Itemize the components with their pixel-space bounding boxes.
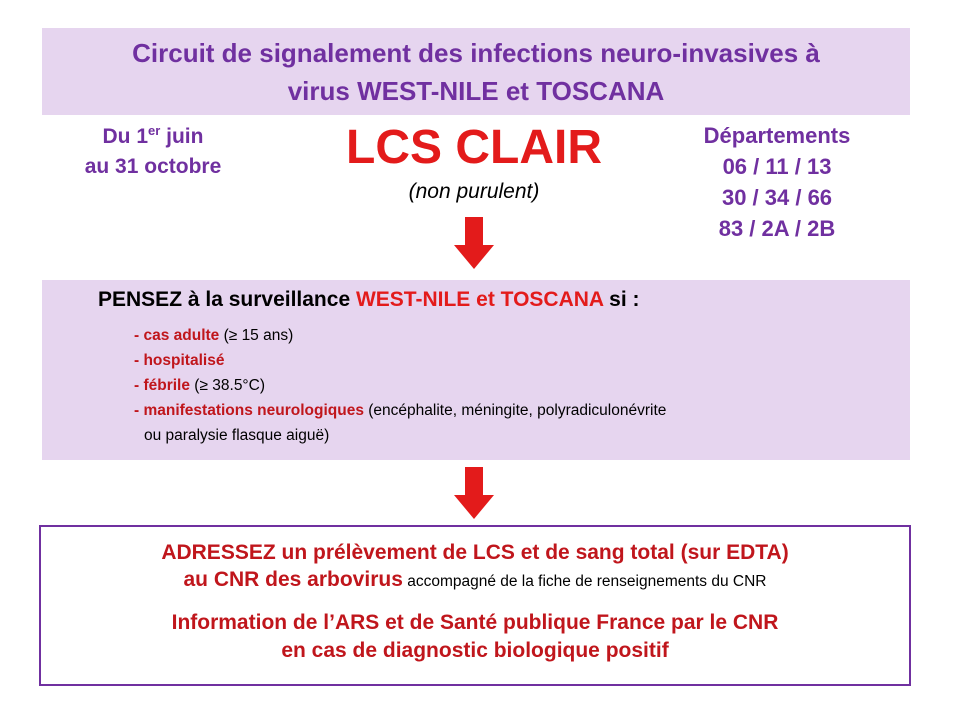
action-line-4: en cas de diagnostic biologique positif — [281, 639, 669, 662]
criterion-label: - manifestations neurologiques — [134, 402, 364, 419]
action-line-2-bold: au CNR des arbovirus — [183, 568, 403, 591]
title-line-2: virus WEST-NILE et TOSCANA — [287, 76, 665, 106]
criterion-label: - fébrile — [134, 377, 190, 394]
lcs-title: LCS CLAIR — [346, 121, 602, 174]
period-line-2: au 31 octobre — [84, 155, 222, 178]
down-arrow-icon — [454, 217, 494, 269]
criterion-label: - hospitalisé — [134, 352, 225, 369]
period-prefix: Du 1 — [102, 125, 149, 148]
departments-block — [684, 120, 870, 244]
criterion-continuation: ou paralysie flasque aiguë) — [144, 427, 330, 444]
action-panel — [39, 525, 911, 686]
criteria-panel — [42, 280, 910, 460]
criteria-heading — [98, 288, 640, 312]
down-arrow-icon — [454, 467, 494, 519]
list-item — [134, 323, 666, 348]
criteria-head-highlight: WEST-NILE et TOSCANA — [355, 288, 604, 311]
lcs-subtitle: (non purulent) — [408, 180, 540, 203]
action-line-2-small: accompagné de la fiche de renseignements du CNR — [402, 573, 767, 590]
title-line-1: Circuit de signalement des infections neuro-invasives à — [132, 38, 820, 68]
action-line-3: Information de l’ARS et de Santé publique France par le CNR — [171, 611, 779, 634]
action-line-1: ADRESSEZ un prélèvement de LCS et de sang total (sur EDTA) — [161, 541, 789, 564]
criteria-head-start: PENSEZ à la surveillance — [98, 288, 356, 311]
period-line-1 — [42, 122, 264, 152]
criterion-label: - cas adulte — [134, 327, 220, 344]
title-banner — [42, 28, 910, 115]
action-line-2 — [41, 566, 909, 595]
period-superscript: er — [148, 123, 161, 138]
list-item — [134, 348, 666, 373]
departments-row: 83 / 2A / 2B — [718, 216, 836, 241]
departments-heading: Départements — [703, 123, 851, 148]
criteria-head-end: si : — [603, 288, 640, 311]
criterion-detail: (encéphalite, méningite, polyradiculonévrite — [363, 402, 667, 419]
list-item — [134, 373, 666, 398]
period-suffix: juin — [160, 125, 204, 148]
departments-row: 06 / 11 / 13 — [722, 154, 832, 179]
criterion-detail: (≥ 15 ans) — [219, 327, 294, 344]
criterion-detail: (≥ 38.5°C) — [189, 377, 265, 394]
list-item — [134, 398, 666, 423]
criteria-list — [134, 323, 666, 448]
period-block — [42, 122, 264, 182]
departments-row: 30 / 34 / 66 — [721, 185, 833, 210]
